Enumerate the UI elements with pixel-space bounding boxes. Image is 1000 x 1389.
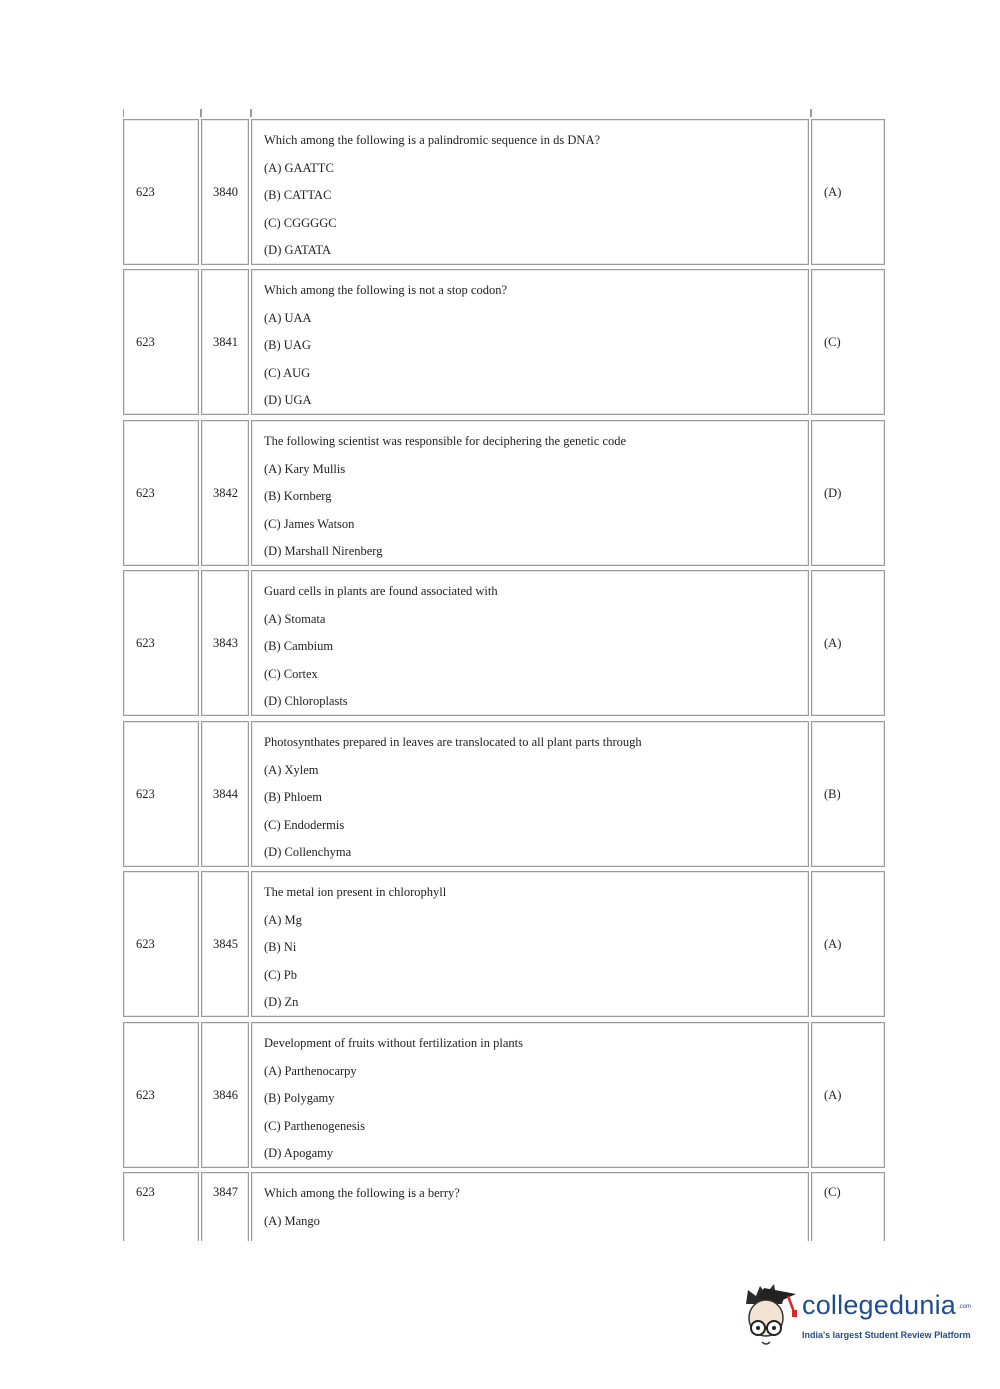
mascot-icon (738, 1282, 800, 1348)
answer-value: (C) (824, 334, 841, 349)
question-cell (251, 871, 809, 1017)
question-text: Which among the following is a palindromic sequence in ds DNA? (264, 133, 601, 147)
code-value: 623 (136, 635, 155, 650)
answer-cell (811, 871, 885, 1017)
question-number: 3841 (213, 334, 238, 349)
question-number-cell (201, 420, 249, 566)
option-d: (D) UGA (264, 393, 312, 408)
question-table (122, 109, 886, 1241)
code-cell (123, 1022, 199, 1168)
table-row (122, 269, 886, 419)
answer-cell (811, 721, 885, 867)
question-number-cell (201, 721, 249, 867)
question-cell (251, 269, 809, 415)
question-cell (251, 721, 809, 867)
option-d: (D) Collenchyma (264, 845, 352, 860)
option-d: (D) Chloroplasts (264, 694, 348, 709)
brand-tld: .com (958, 1304, 972, 1310)
answer-cell (811, 119, 885, 265)
question-number-cell (201, 1022, 249, 1168)
option-c: (C) Pb (264, 967, 297, 982)
option-c: (C) CGGGGC (264, 215, 337, 230)
code-cell (123, 1172, 199, 1241)
code-value: 623 (136, 936, 155, 951)
question-number-cell (201, 570, 249, 716)
option-a: (A) Xylem (264, 762, 319, 777)
answer-cell (811, 1022, 885, 1168)
option-c: (C) Endodermis (264, 817, 345, 832)
code-value: 623 (136, 485, 155, 500)
option-c: (C) James Watson (264, 516, 355, 531)
answer-value: (A) (824, 936, 842, 951)
question-text: The metal ion present in chlorophyll (264, 885, 447, 899)
question-number: 3847 (213, 1185, 238, 1199)
option-b: (B) Kornberg (264, 489, 332, 504)
code-cell (123, 269, 199, 415)
table-row (122, 1022, 886, 1172)
answer-cell (811, 420, 885, 566)
answer-cell (811, 570, 885, 716)
option-c: (C) Cortex (264, 666, 318, 681)
question-number: 3844 (213, 786, 238, 801)
answer-cell (811, 269, 885, 415)
code-cell (123, 570, 199, 716)
question-number-cell (201, 871, 249, 1017)
table-stub-col1 (123, 109, 201, 117)
option-b: (B) UAG (264, 338, 311, 353)
table-row (122, 1172, 886, 1241)
question-text: Which among the following is not a stop codon? (264, 283, 508, 297)
question-number: 3843 (213, 635, 238, 650)
option-b: (B) Phloem (264, 790, 322, 805)
question-cell (251, 1022, 809, 1168)
code-cell (123, 420, 199, 566)
question-number-cell (201, 269, 249, 415)
question-cell (251, 1172, 809, 1241)
question-text: Guard cells in plants are found associated with (264, 584, 498, 598)
collegedunia-logo (738, 1282, 978, 1354)
option-d: (D) Zn (264, 995, 299, 1010)
option-b: (B) Polygamy (264, 1091, 335, 1106)
question-cell (251, 119, 809, 265)
table-stub-col3 (251, 109, 811, 117)
option-c: (C) Parthenogenesis (264, 1118, 366, 1133)
question-number: 3846 (213, 1087, 238, 1102)
option-a: (A) Mg (264, 912, 302, 927)
table-row (122, 721, 886, 871)
table-stub-col2 (201, 109, 251, 117)
option-a: (A) UAA (264, 310, 312, 325)
code-value: 623 (136, 1087, 155, 1102)
table-row (122, 570, 886, 720)
answer-value: (A) (824, 184, 842, 199)
code-value: 623 (136, 1185, 155, 1199)
code-value: 623 (136, 184, 155, 199)
option-b: (B) Cambium (264, 639, 334, 654)
option-c: (C) AUG (264, 365, 311, 380)
table-row (122, 871, 886, 1021)
question-text: Which among the following is a berry? (264, 1186, 460, 1200)
table-row (122, 119, 886, 269)
answer-value: (A) (824, 635, 842, 650)
question-text: Development of fruits without fertilization in plants (264, 1036, 523, 1050)
question-cell (251, 420, 809, 566)
answer-value: (B) (824, 786, 841, 801)
table-row (122, 420, 886, 570)
question-number-cell (201, 119, 249, 265)
question-number: 3840 (213, 184, 238, 199)
code-cell (123, 119, 199, 265)
option-d: (D) Apogamy (264, 1146, 334, 1161)
code-value: 623 (136, 786, 155, 801)
question-number-cell (201, 1172, 249, 1241)
question-text: Photosynthates prepared in leaves are translocated to all plant parts through (264, 735, 642, 749)
code-cell (123, 871, 199, 1017)
answer-value: (A) (824, 1087, 842, 1102)
option-a: (A) Stomata (264, 611, 326, 626)
option-d: (D) Marshall Nirenberg (264, 544, 383, 559)
question-number: 3842 (213, 485, 238, 500)
option-d: (D) GATATA (264, 243, 332, 258)
option-a: (A) Mango (264, 1213, 320, 1228)
option-a: (A) Parthenocarpy (264, 1063, 357, 1078)
answer-value: (D) (824, 485, 842, 500)
question-cell (251, 570, 809, 716)
code-value: 623 (136, 334, 155, 349)
option-b: (B) Ni (264, 940, 297, 955)
option-a: (A) Kary Mullis (264, 461, 346, 476)
option-a: (A) GAATTC (264, 160, 334, 175)
question-text: The following scientist was responsible for deciphering the genetic code (264, 434, 627, 448)
answer-value: (C) (824, 1185, 841, 1199)
brand-tagline: India's largest Student Review Platform (802, 1330, 971, 1340)
answer-cell (811, 1172, 885, 1241)
code-cell (123, 721, 199, 867)
table-stub-col4 (811, 109, 886, 117)
brand-name: collegedunia (802, 1290, 957, 1320)
question-number: 3845 (213, 936, 238, 951)
option-b: (B) CATTAC (264, 188, 332, 203)
